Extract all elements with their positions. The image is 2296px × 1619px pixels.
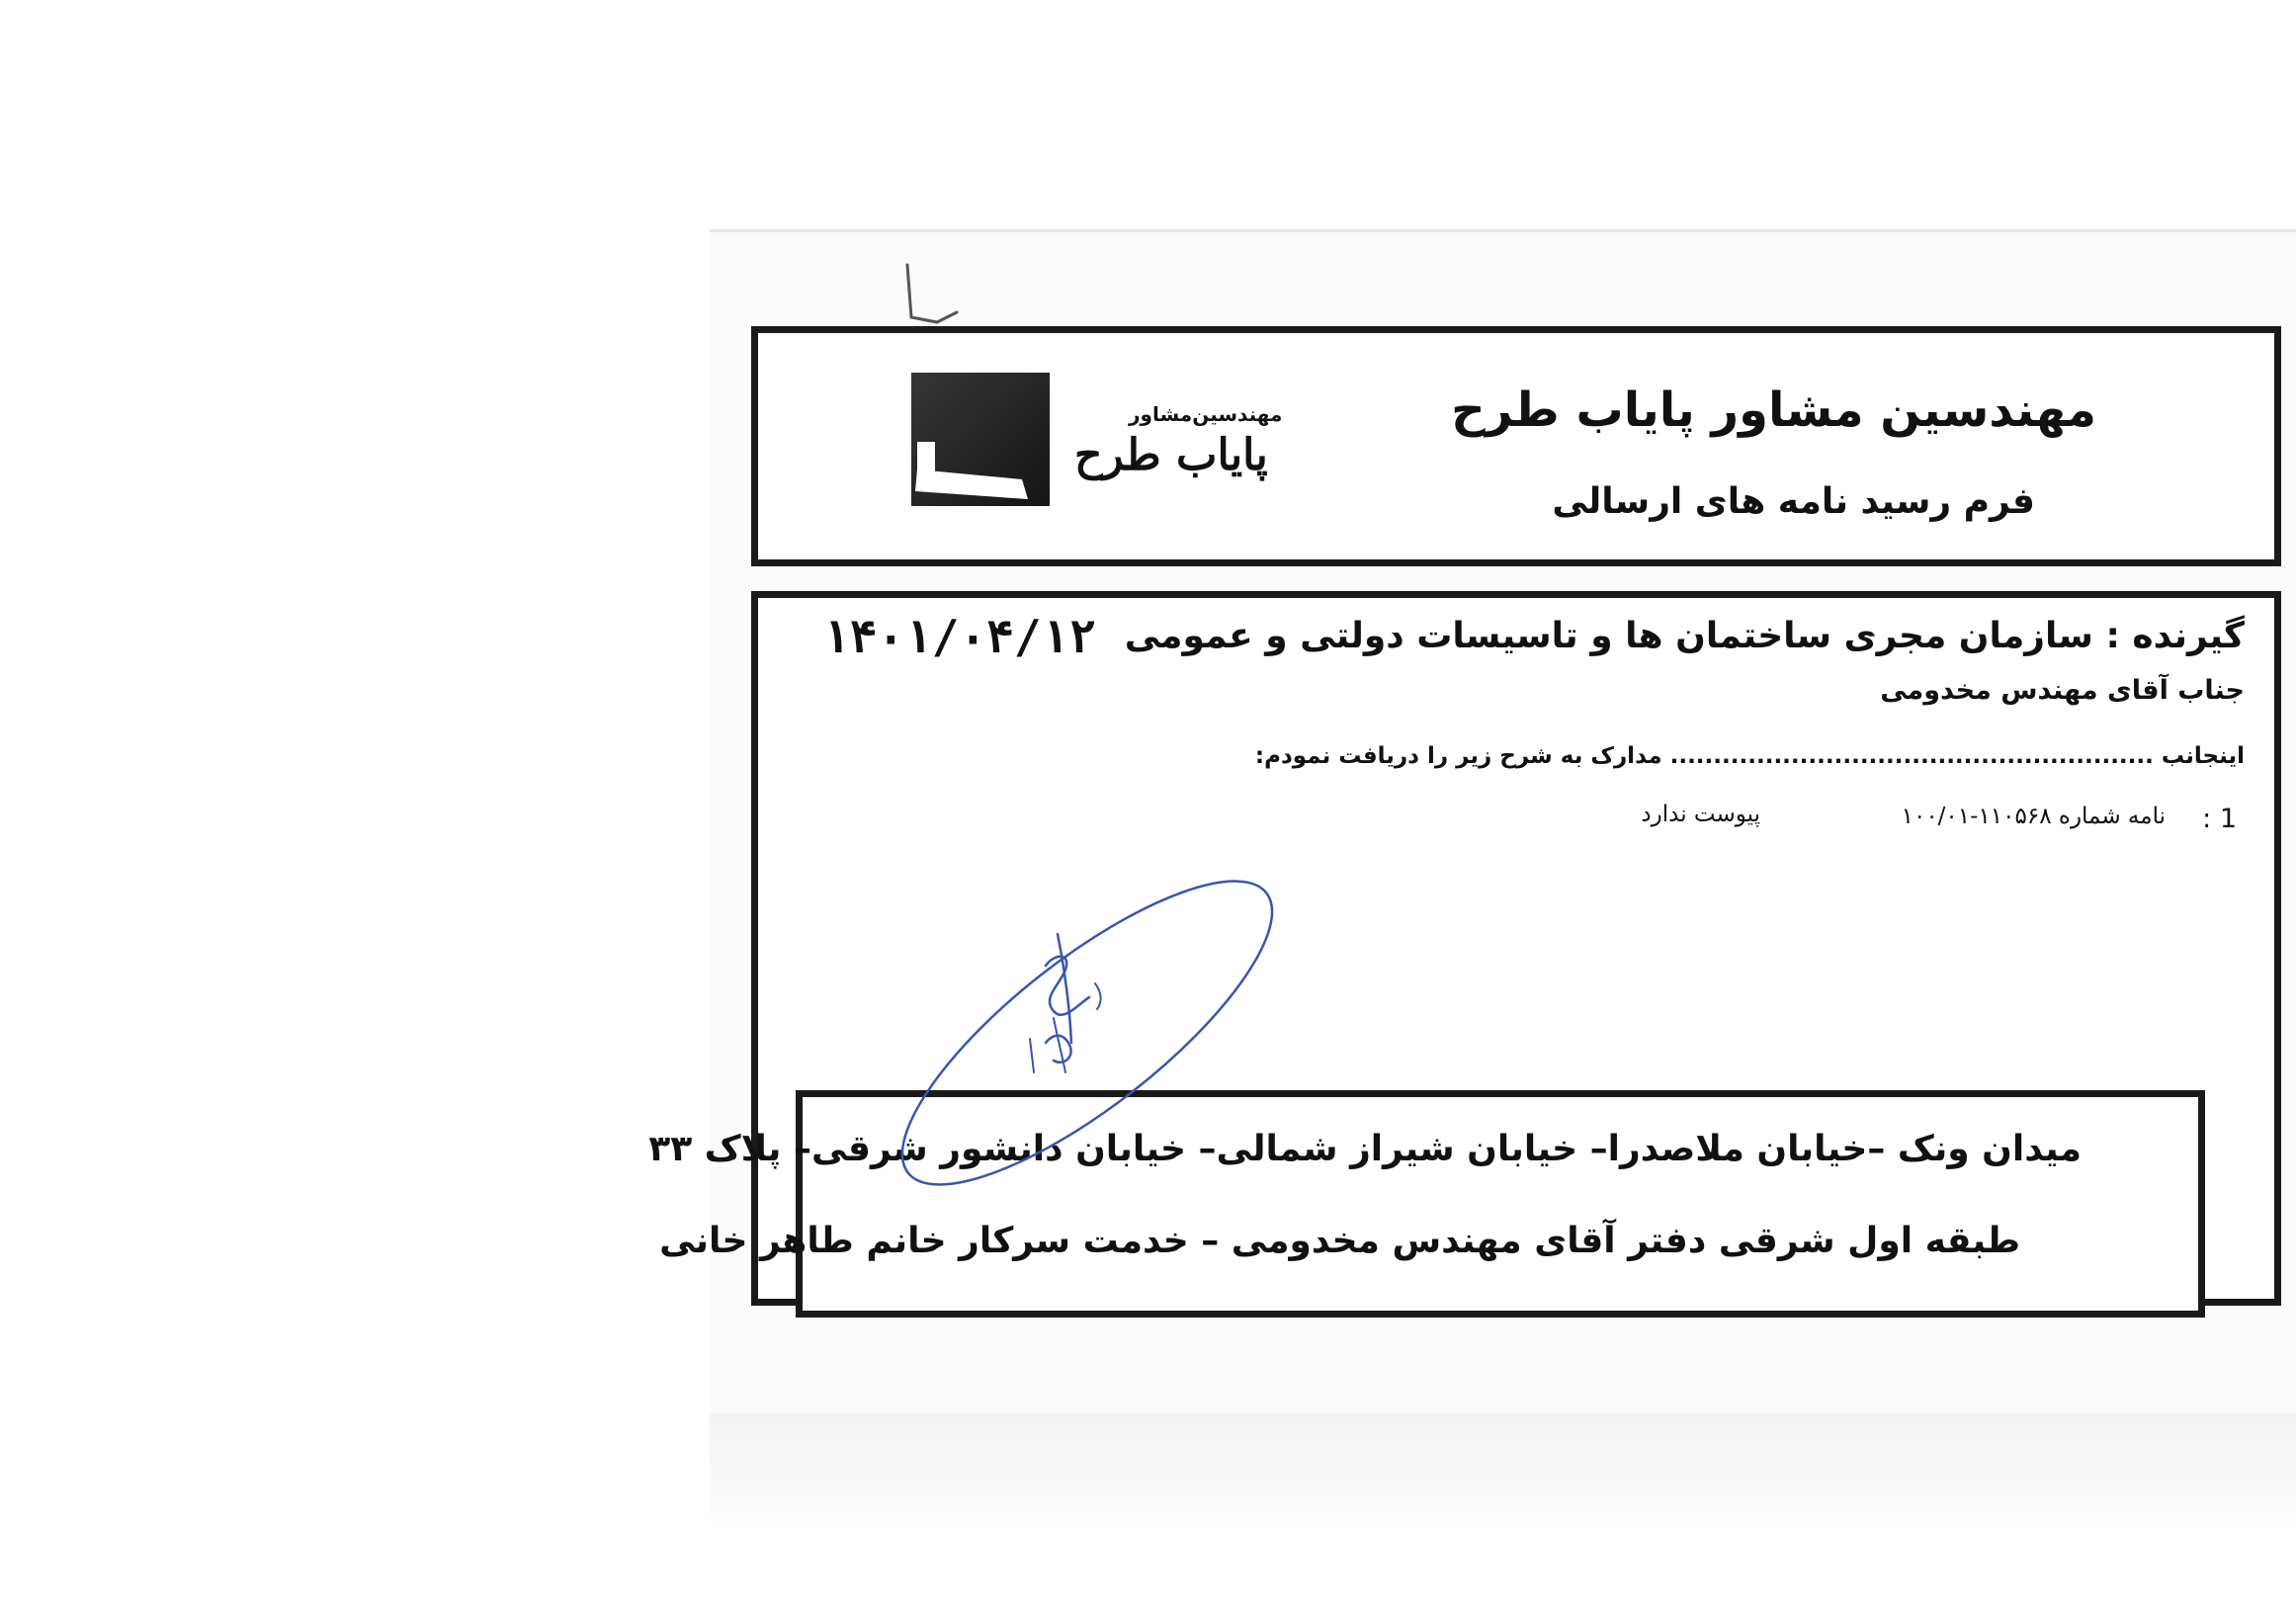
- handwritten-mark-icon: [897, 263, 967, 330]
- address-line-1: میدان ونک –خیابان ملاصدرا– خیابان شیراز شمالی– خیابان دانشور شرقی– پلاک ۳۳: [648, 1129, 2082, 1169]
- logo-name: پایاب طرح: [1074, 430, 1268, 480]
- acknowledgement-line: اینجانب ........................................................ مدارک به شرح زیر را دریافت نمودم:: [1254, 743, 2245, 769]
- form-title: فرم رسید نامه های ارسالی: [1552, 481, 2035, 522]
- payab-tarh-logo-icon: [911, 373, 1050, 506]
- item-attachment-status: پیوست ندارد: [1641, 802, 1760, 827]
- letter-date: ۱۴۰۱/۰۴/۱۲: [822, 610, 1096, 663]
- attention-line: جناب آقای مهندس مخدومی: [1880, 675, 2245, 706]
- paper-shadow: [710, 1413, 2296, 1532]
- recipient-line: گیرنده : سازمان مجری ساختمان ها و تاسیسات دولتی و عمومی: [1124, 616, 2245, 656]
- company-title: مهندسین مشاور پایاب طرح: [1451, 383, 2096, 438]
- item-letter-number: نامه شماره ۱۱۰۵۶۸-۱۰۰/۰۱: [1901, 804, 2166, 829]
- letterhead-box: [751, 326, 2281, 566]
- address-box: [648, 1090, 2205, 1318]
- logo-subtitle: مهندسین‌مشاور: [1129, 402, 1283, 426]
- item-number: 1 :: [2202, 804, 2237, 834]
- address-line-2: طبقه اول شرقی دفتر آقای مهندس مخدومی – خدمت سرکار خانم طاهر خانی: [659, 1221, 2020, 1261]
